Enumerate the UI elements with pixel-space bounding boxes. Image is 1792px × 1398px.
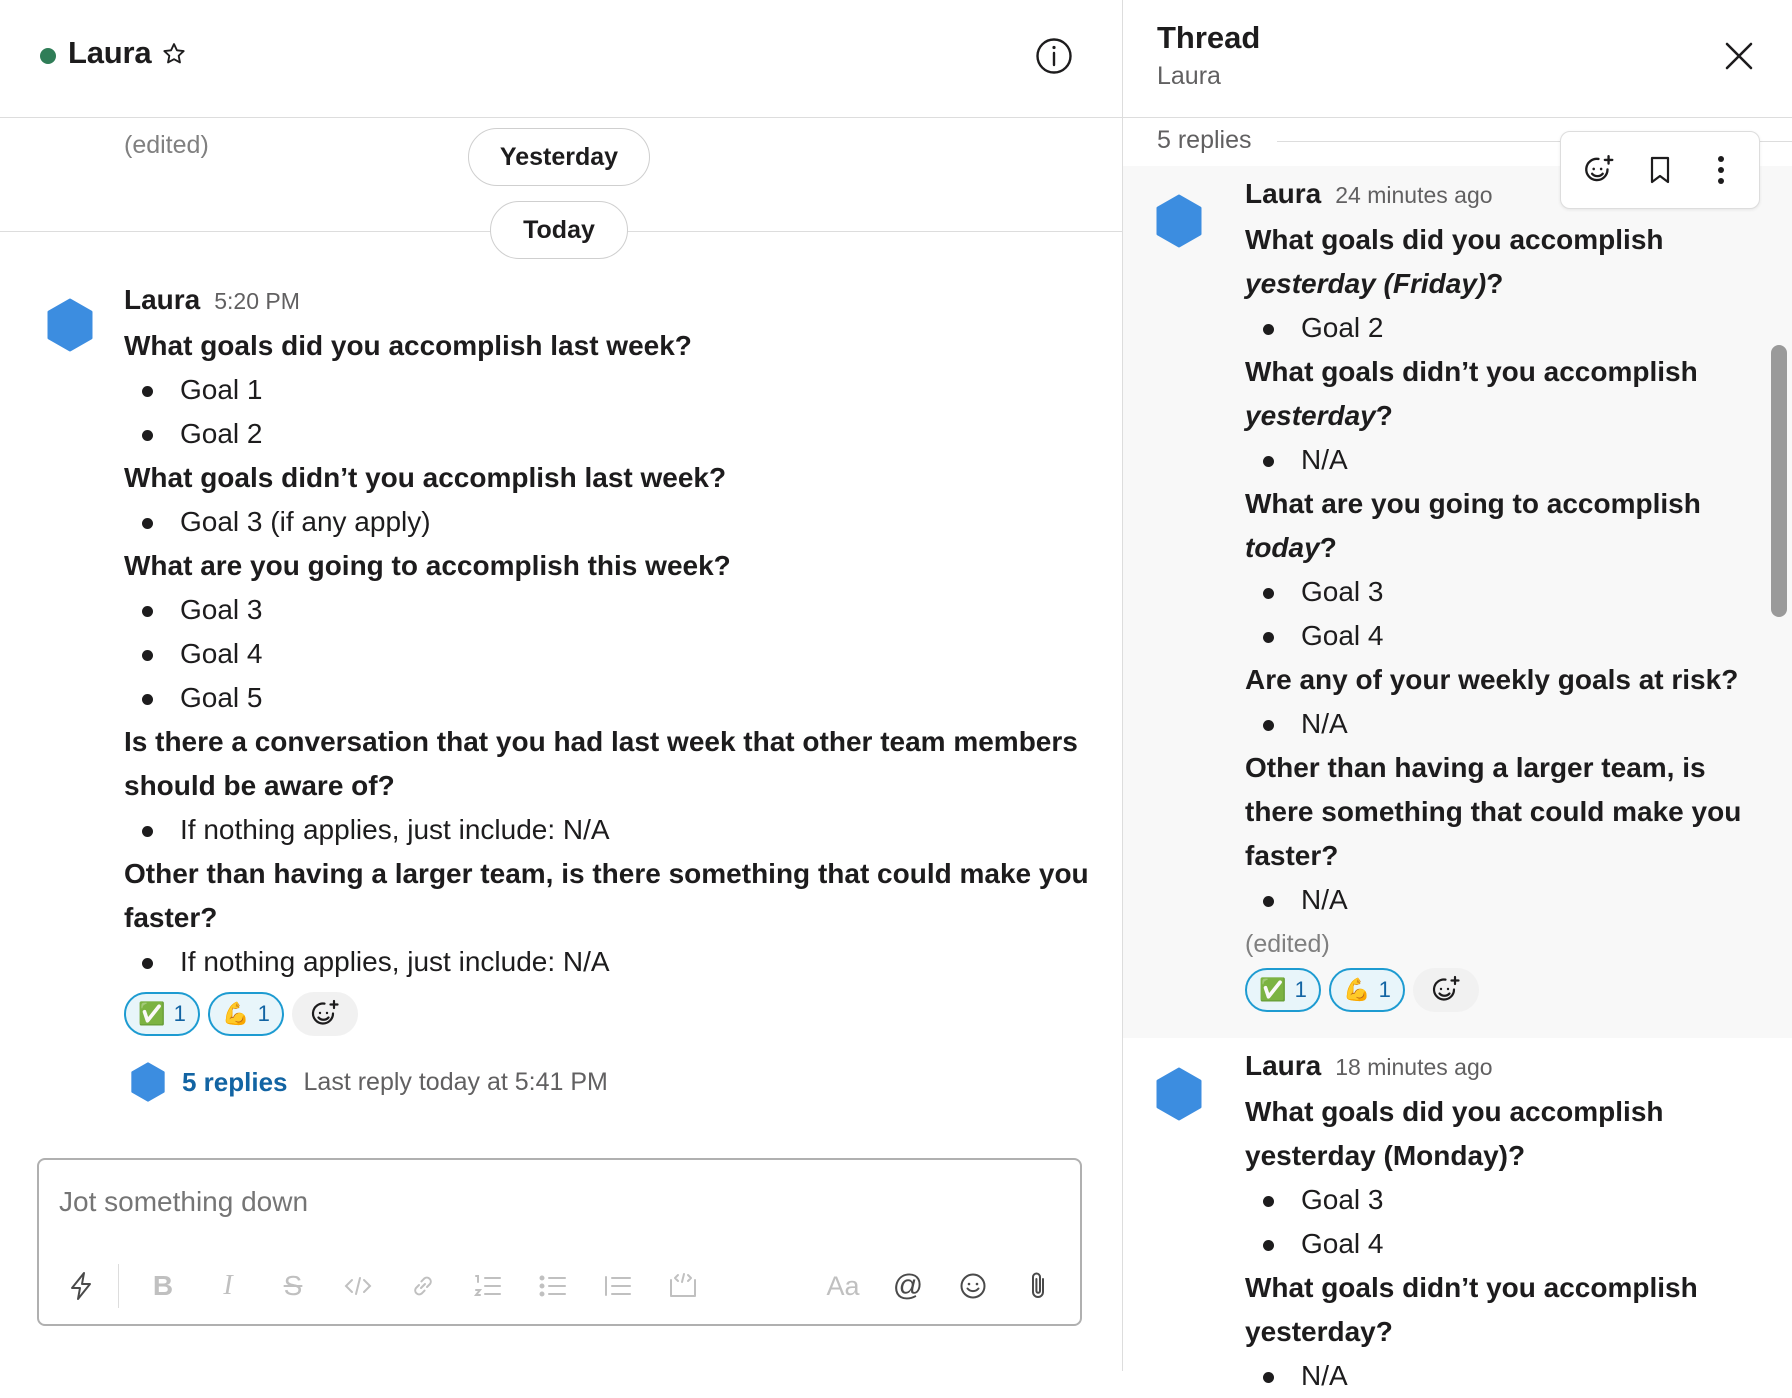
bold-icon[interactable]: B: [152, 1270, 174, 1301]
thread-subtitle[interactable]: Laura: [1157, 62, 1221, 90]
question-text: What goals didn’t you accomplish last week?: [124, 462, 727, 493]
formatting-icon[interactable]: Aa: [826, 1270, 860, 1301]
add-reaction-icon[interactable]: [1579, 150, 1619, 190]
italic-icon[interactable]: I: [223, 1270, 233, 1301]
bullet-item: N/A: [1245, 702, 1765, 746]
italic-text: yesterday: [1245, 400, 1376, 431]
bullet-item: Goal 4: [1245, 1222, 1765, 1266]
avatar[interactable]: [46, 298, 94, 352]
question-mark: ?: [1319, 532, 1337, 563]
question-text: [1245, 526, 1765, 570]
message-content: [1245, 1050, 1765, 1398]
italic-text: yesterday (Friday): [1245, 268, 1487, 299]
link-icon[interactable]: [401, 1264, 445, 1308]
question-text: What are you going to accomplish: [1245, 488, 1701, 519]
bullet-item: Goal 3: [1245, 1178, 1765, 1222]
question-text: [1245, 394, 1765, 438]
message-composer: [37, 1158, 1082, 1326]
thread-header: [1123, 0, 1792, 118]
add-reaction-button[interactable]: [1413, 968, 1479, 1012]
thread-replies-bar[interactable]: [130, 1062, 608, 1102]
reaction-count: 1: [257, 1001, 270, 1026]
bullet-item: N/A: [1245, 438, 1765, 482]
question-text: faster?: [1245, 840, 1339, 871]
question-text: yesterday (Monday)?: [1245, 1140, 1526, 1171]
quote-icon[interactable]: [596, 1264, 640, 1308]
attach-icon[interactable]: [1016, 1264, 1060, 1308]
question-text: Other than having a larger team, is: [1245, 752, 1706, 783]
composer-toolbar: [59, 1264, 1060, 1308]
bullet-item: N/A: [1245, 878, 1765, 922]
bullet-item: Goal 3 (if any apply): [124, 500, 1104, 544]
message-content: [1245, 178, 1765, 1012]
thread-scrollbar[interactable]: [1771, 345, 1787, 617]
reaction-count: 1: [1294, 977, 1307, 1002]
bullet-item: Goal 5: [124, 676, 1104, 720]
reaction-muscle[interactable]: [208, 992, 284, 1036]
check-emoji-icon: ✅: [138, 1001, 166, 1026]
bullet-item: Goal 1: [124, 368, 1104, 412]
bullet-item: Goal 3: [124, 588, 1104, 632]
strikethrough-icon[interactable]: S: [283, 1270, 303, 1301]
reaction-count: 1: [173, 1001, 186, 1026]
muscle-emoji-icon: 💪: [1343, 977, 1371, 1002]
reaction-check[interactable]: [124, 992, 200, 1036]
message-timestamp[interactable]: 5:20 PM: [214, 288, 300, 314]
bullet-item: Goal 2: [1245, 306, 1765, 350]
toolbar-divider: [118, 1264, 119, 1308]
bullet-item: Goal 4: [1245, 614, 1765, 658]
ordered-list-icon[interactable]: [466, 1264, 510, 1308]
message-body: [124, 324, 1104, 984]
add-reaction-icon: [309, 998, 341, 1030]
code-block-icon[interactable]: [661, 1264, 705, 1308]
bullet-item: Goal 2: [124, 412, 1104, 456]
question-text: yesterday?: [1245, 1316, 1393, 1347]
message-author[interactable]: Laura: [1245, 1050, 1322, 1081]
code-icon[interactable]: [336, 1264, 380, 1308]
reactions: [124, 992, 1104, 1036]
emoji-icon[interactable]: [951, 1264, 995, 1308]
edited-label: (edited): [1245, 930, 1330, 958]
bullet-item: Goal 4: [124, 632, 1104, 676]
thread-message: [1123, 166, 1792, 1038]
reply-avatar: [130, 1062, 166, 1102]
reaction-check[interactable]: [1245, 968, 1321, 1012]
presence-indicator: [40, 48, 56, 64]
bullet-item: N/A: [1245, 1354, 1765, 1398]
question-text: What goals didn’t you accomplish: [1245, 356, 1698, 387]
channel-header: [0, 0, 1122, 118]
thread-title: Thread: [1157, 20, 1261, 55]
question-text: What are you going to accomplish this week?: [124, 550, 731, 581]
channel-title[interactable]: Laura: [68, 35, 152, 70]
question-mark: ?: [1486, 268, 1504, 299]
mention-icon[interactable]: @: [892, 1269, 924, 1302]
question-text: What goals did you accomplish last week?: [124, 330, 692, 361]
message-timestamp[interactable]: 24 minutes ago: [1335, 182, 1493, 208]
question-text: Other than having a larger team, is there something that could make you faster?: [124, 858, 1089, 933]
shortcuts-icon[interactable]: [59, 1264, 103, 1308]
message-actions-toolbar: [1560, 131, 1760, 209]
question-text: What goals didn’t you accomplish: [1245, 1272, 1698, 1303]
composer-input[interactable]: [59, 1186, 959, 1218]
thread-reply-count: 5 replies: [1157, 126, 1252, 154]
date-pill-today[interactable]: Today: [490, 201, 628, 259]
bullet-item: If nothing applies, just include: N/A: [124, 808, 1104, 852]
message: [124, 284, 1104, 1036]
reactions: [1245, 968, 1765, 1012]
question-text: there something that could make you: [1245, 796, 1742, 827]
more-actions-icon[interactable]: [1701, 150, 1741, 190]
message-author[interactable]: Laura: [124, 284, 201, 315]
star-icon[interactable]: [160, 40, 188, 68]
last-reply-text: Last reply today at 5:41 PM: [303, 1067, 608, 1096]
bulleted-list-icon[interactable]: [531, 1264, 575, 1308]
reaction-muscle[interactable]: [1329, 968, 1405, 1012]
question-text: Are any of your weekly goals at risk?: [1245, 664, 1739, 695]
replies-link[interactable]: 5 replies: [182, 1066, 288, 1097]
add-reaction-icon: [1430, 974, 1462, 1006]
bullet-item: Goal 3: [1245, 570, 1765, 614]
edited-label: (edited): [124, 131, 209, 159]
bookmark-icon[interactable]: [1640, 150, 1680, 190]
message-timestamp[interactable]: 18 minutes ago: [1335, 1054, 1493, 1080]
date-pill-yesterday[interactable]: Yesterday: [468, 128, 650, 186]
info-icon[interactable]: [1034, 36, 1074, 76]
close-icon[interactable]: [1719, 36, 1759, 76]
message-author[interactable]: Laura: [1245, 178, 1322, 209]
add-reaction-button[interactable]: [292, 992, 358, 1036]
avatar[interactable]: [1155, 194, 1203, 248]
question-text: What goals did you accomplish: [1245, 224, 1664, 255]
thread-message: [1123, 1040, 1792, 1391]
question-text: [1245, 262, 1765, 306]
question-mark: ?: [1375, 400, 1393, 431]
question-text: Is there a conversation that you had last week that other team members should be aware of?: [124, 726, 1078, 801]
reaction-count: 1: [1378, 977, 1391, 1002]
question-text: What goals did you accomplish: [1245, 1096, 1664, 1127]
check-emoji-icon: ✅: [1259, 977, 1287, 1002]
muscle-emoji-icon: 💪: [222, 1001, 250, 1026]
bullet-item: If nothing applies, just include: N/A: [124, 940, 1104, 984]
avatar[interactable]: [1155, 1067, 1203, 1121]
italic-text: today: [1245, 532, 1320, 563]
